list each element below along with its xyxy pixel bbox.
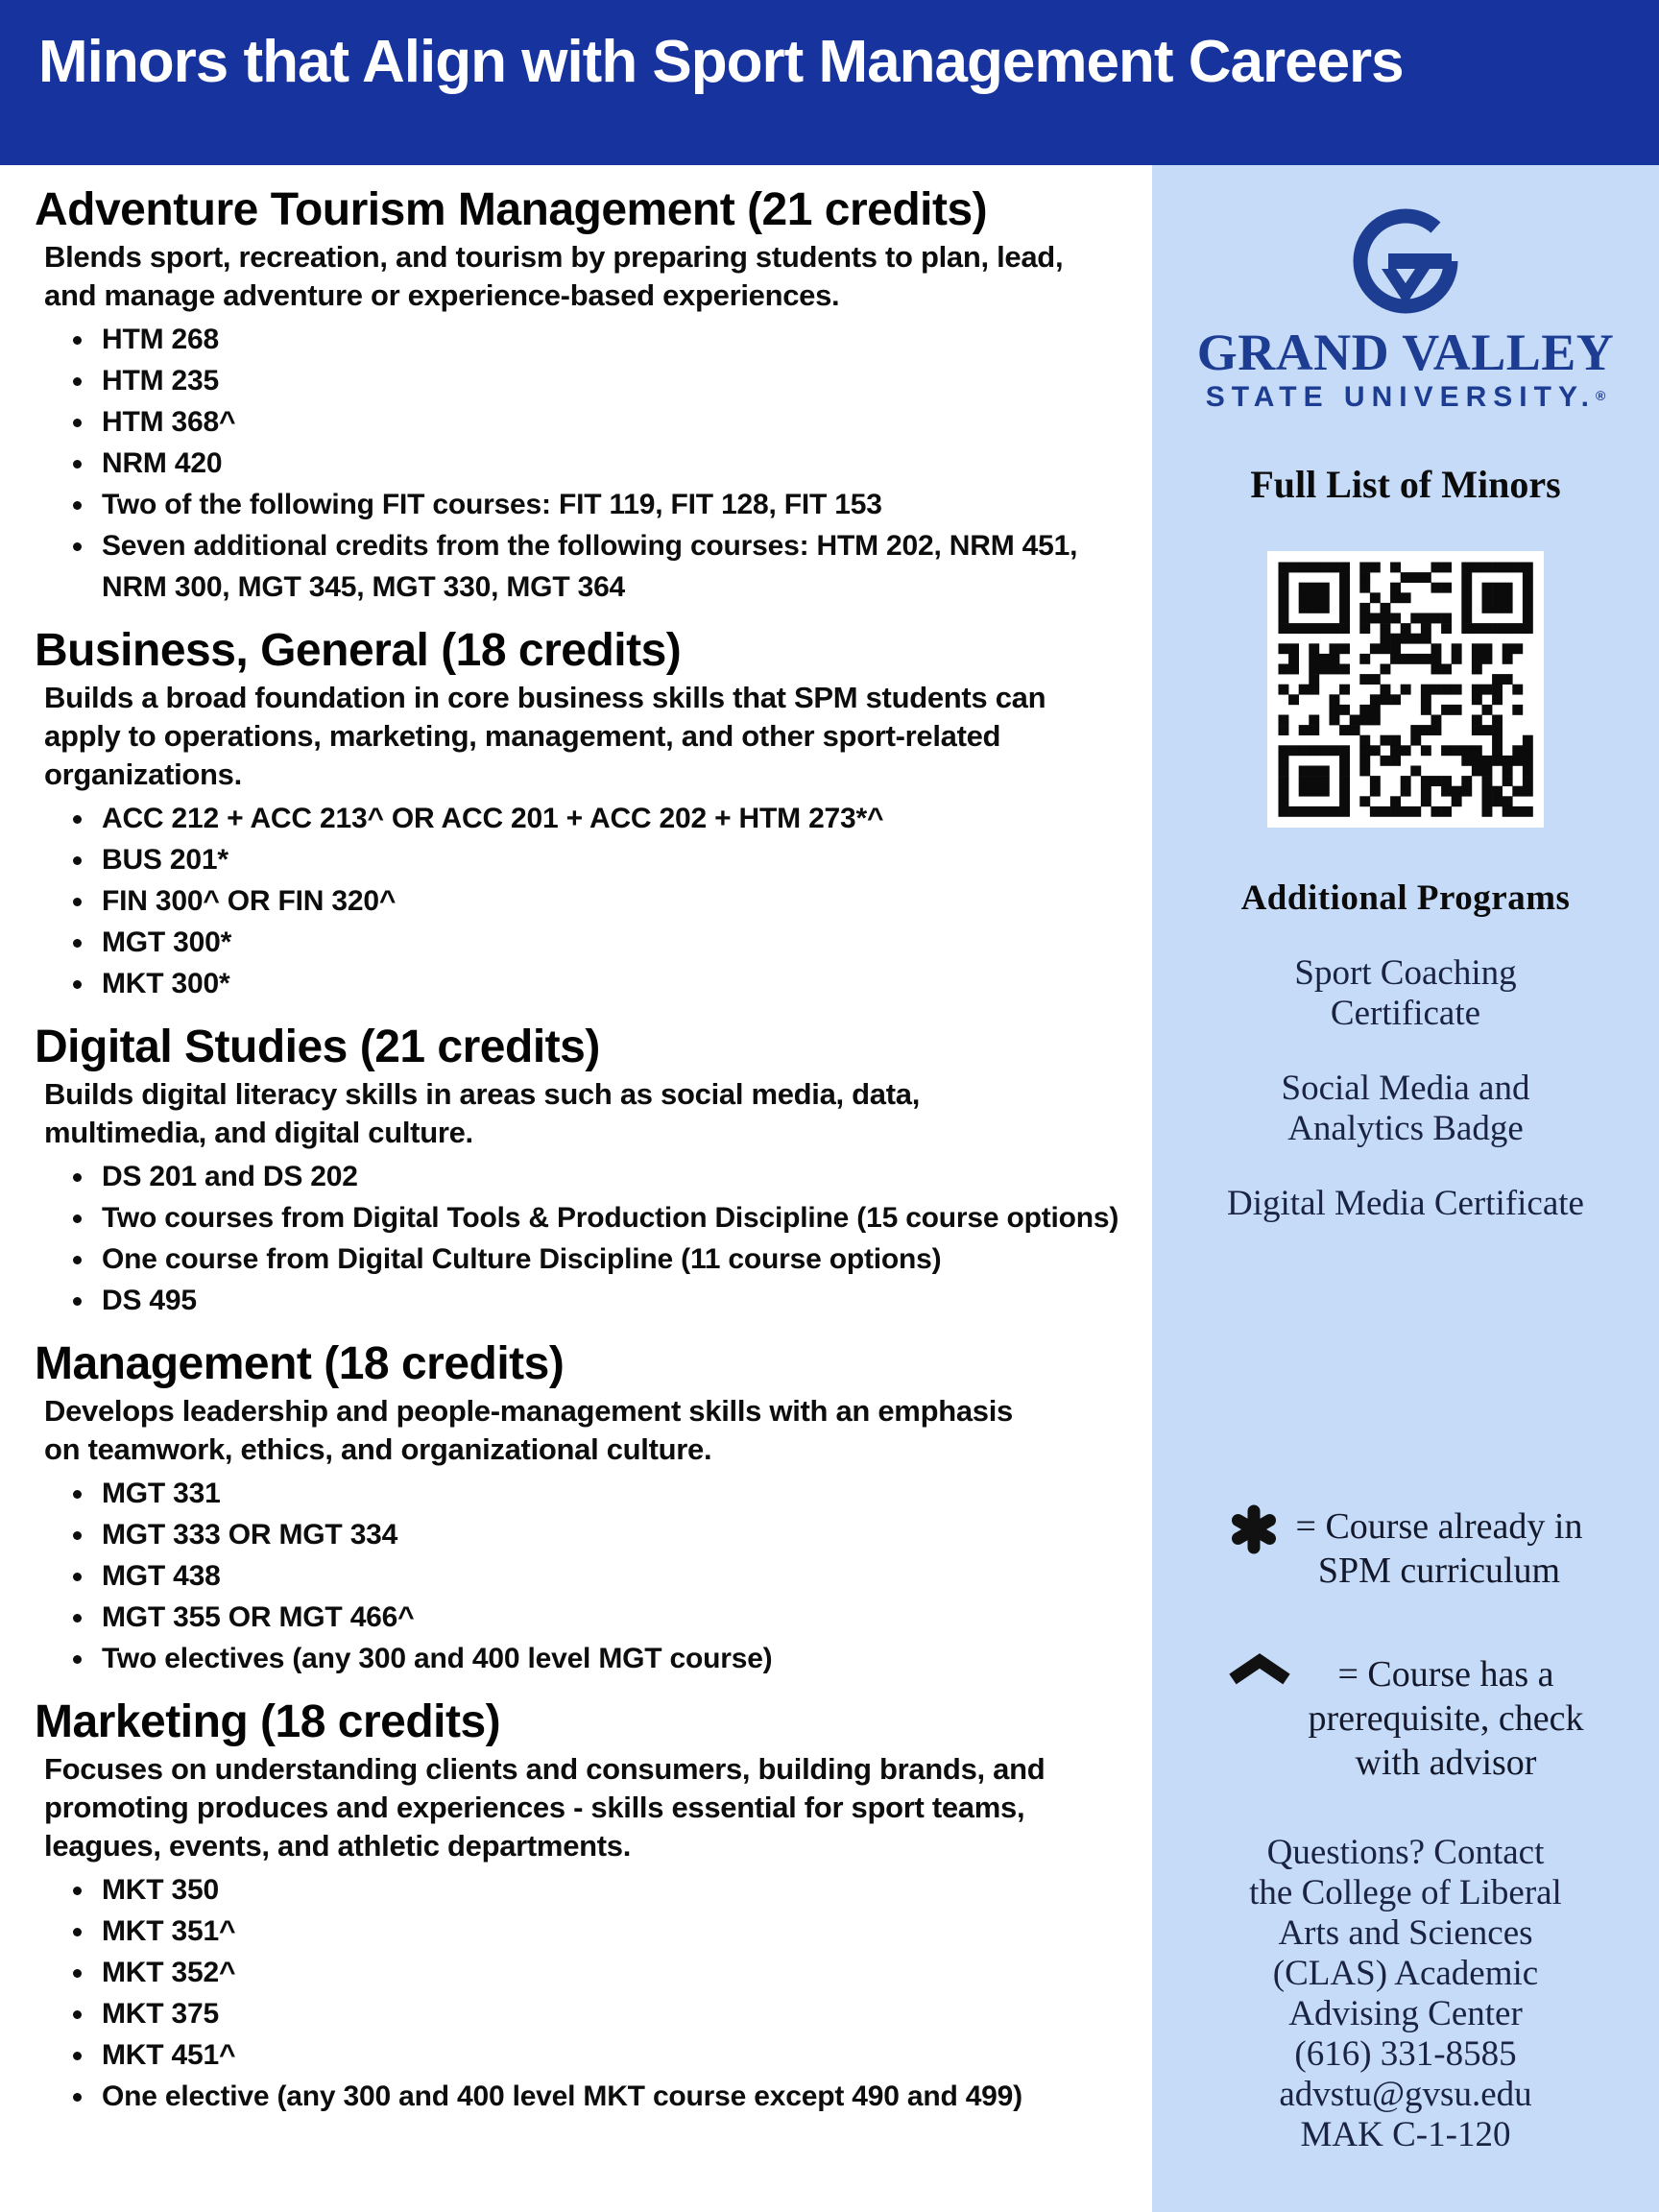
description-line: Builds digital literacy skills in areas such as social media, data, — [44, 1077, 921, 1111]
section-management — [35, 1340, 1119, 1679]
section-adventure-tourism — [35, 186, 1119, 608]
state-university-label: STATE UNIVERSITY.® — [1205, 381, 1606, 413]
description-line: on teamwork, ethics, and organizational culture. — [44, 1432, 712, 1466]
contact-line: Arts and Sciences — [1278, 1913, 1533, 1953]
description-line: organizations. — [44, 757, 242, 791]
qr-code — [1267, 551, 1544, 828]
description-line: Focuses on understanding clients and consumers, building brands, and — [44, 1752, 1046, 1786]
course-list — [35, 1473, 1119, 1679]
course-item: • One elective (any 300 and 400 level MKT course except 490 and 499) — [96, 2076, 1119, 2117]
description-line: multimedia, and digital culture. — [44, 1116, 473, 1149]
course-item: • DS 201 and DS 202 — [96, 1156, 1119, 1197]
description-line: apply to operations, marketing, management, and other sport-related — [44, 719, 1001, 753]
course-item: • Two electives (any 300 and 400 level MGT course) — [96, 1638, 1119, 1679]
contact-line: the College of Liberal — [1249, 1873, 1562, 1912]
registered-mark: ® — [1595, 388, 1606, 403]
course-list — [35, 1869, 1119, 2117]
course-item: • MKT 300* — [96, 963, 1119, 1004]
contact-line: (616) 331-8585 — [1294, 2034, 1517, 2074]
program-social-media — [1152, 1069, 1659, 1149]
legend-line: SPM curriculum — [1317, 1551, 1561, 1591]
legend-text — [1309, 1652, 1584, 1785]
contact-line: MAK C-1-120 — [1300, 2115, 1511, 2154]
course-item: • HTM 268 — [96, 319, 1119, 360]
course-list — [35, 798, 1119, 1004]
course-item: • FIN 300^ OR FIN 320^ — [96, 880, 1119, 922]
description-line: Blends sport, recreation, and tourism by preparing students to plan, lead, — [44, 240, 1064, 274]
section-title: Marketing (18 credits) — [35, 1696, 501, 1747]
course-item: • Two courses from Digital Tools & Production Discipline (15 course options) — [96, 1197, 1119, 1238]
legend-caret — [1152, 1652, 1659, 1785]
legend-asterisk — [1152, 1504, 1659, 1593]
course-item: • DS 495 — [96, 1280, 1119, 1321]
description-line: and manage adventure or experience-based experiences. — [44, 278, 840, 312]
course-item: • MGT 333 OR MGT 334 — [96, 1514, 1119, 1555]
section-title: Digital Studies (21 credits) — [35, 1022, 600, 1072]
section-description — [44, 1075, 1119, 1152]
course-item: • MGT 438 — [96, 1555, 1119, 1597]
course-list — [35, 319, 1119, 608]
contact-line: Questions? Contact — [1266, 1833, 1545, 1872]
description-line: Builds a broad foundation in core business skills that SPM students can — [44, 681, 1046, 714]
course-item: • MKT 350 — [96, 1869, 1119, 1911]
course-item: • Two of the following FIT courses: FIT 119, FIT 128, FIT 153 — [96, 484, 1119, 525]
program-line: Digital Media Certificate — [1227, 1184, 1584, 1223]
course-item: • NRM 420 — [96, 443, 1119, 484]
caret-icon — [1228, 1652, 1291, 1696]
legend-line: prerequisite, check — [1308, 1698, 1584, 1739]
contact-line: (CLAS) Academic — [1272, 1954, 1539, 1993]
course-item: • MKT 351^ — [96, 1911, 1119, 1952]
contact-line: Advising Center — [1288, 1994, 1523, 2033]
main-content — [0, 165, 1152, 2212]
program-line: Certificate — [1330, 994, 1481, 1033]
section-description — [44, 1750, 1119, 1865]
section-description — [44, 238, 1119, 315]
contact-line: advstu@gvsu.edu — [1279, 2075, 1532, 2114]
course-item: • MGT 355 OR MGT 466^ — [96, 1597, 1119, 1638]
asterisk-icon — [1229, 1504, 1279, 1565]
program-sport-coaching — [1152, 953, 1659, 1034]
course-item: • Seven additional credits from the following courses: HTM 202, NRM 451, NRM 300, MGT 345, MGT 330, MGT 364 — [96, 525, 1119, 608]
course-list — [35, 1156, 1119, 1321]
section-title: Business, General (18 credits) — [35, 625, 682, 676]
course-item: • BUS 201* — [96, 839, 1119, 880]
logo-g-crossbar — [1388, 253, 1452, 269]
legend-text — [1296, 1504, 1583, 1593]
sidebar — [1152, 165, 1659, 2212]
program-digital-media — [1152, 1184, 1659, 1224]
section-description — [44, 1392, 1119, 1469]
section-title: Management (18 credits) — [35, 1338, 565, 1389]
gvsu-wordmark: GRAND VALLEY — [1196, 324, 1615, 381]
legend-line: = Course has a — [1337, 1654, 1554, 1695]
contact-block — [1152, 1833, 1659, 2155]
section-marketing — [35, 1698, 1119, 2117]
program-line: Social Media and — [1281, 1069, 1530, 1108]
description-line: Develops leadership and people-management skills with an emphasis — [44, 1394, 1013, 1428]
gvsu-logo-icon — [1152, 205, 1659, 322]
section-description — [44, 679, 1119, 794]
description-line: leagues, events, and athletic departments. — [44, 1829, 632, 1863]
legend-line: with advisor — [1355, 1743, 1537, 1783]
course-item: • MKT 352^ — [96, 1952, 1119, 1993]
page-title: Minors that Align with Sport Management Careers — [38, 29, 1404, 95]
full-list-of-minors-heading: Full List of Minors — [1250, 463, 1561, 506]
legend-line: = Course already in — [1295, 1506, 1583, 1547]
course-item: • HTM 368^ — [96, 401, 1119, 443]
course-item: • MKT 375 — [96, 1993, 1119, 2034]
section-digital-studies — [35, 1023, 1119, 1321]
section-business-general — [35, 627, 1119, 1004]
course-item: • MGT 300* — [96, 922, 1119, 963]
course-item: • MKT 451^ — [96, 2034, 1119, 2076]
course-item: • MGT 331 — [96, 1473, 1119, 1514]
program-line: Sport Coaching — [1294, 953, 1517, 993]
course-item: • ACC 212 + ACC 213^ OR ACC 201 + ACC 202 + HTM 273*^ — [96, 798, 1119, 839]
additional-programs-heading: Additional Programs — [1240, 878, 1571, 918]
section-title: Adventure Tourism Management (21 credits) — [35, 184, 988, 235]
course-item: • One course from Digital Culture Discipline (11 course options) — [96, 1238, 1119, 1280]
header-banner — [0, 0, 1659, 165]
course-item: • HTM 235 — [96, 360, 1119, 401]
description-line: promoting produces and experiences - skills essential for sport teams, — [44, 1791, 1025, 1824]
program-line: Analytics Badge — [1287, 1109, 1524, 1148]
